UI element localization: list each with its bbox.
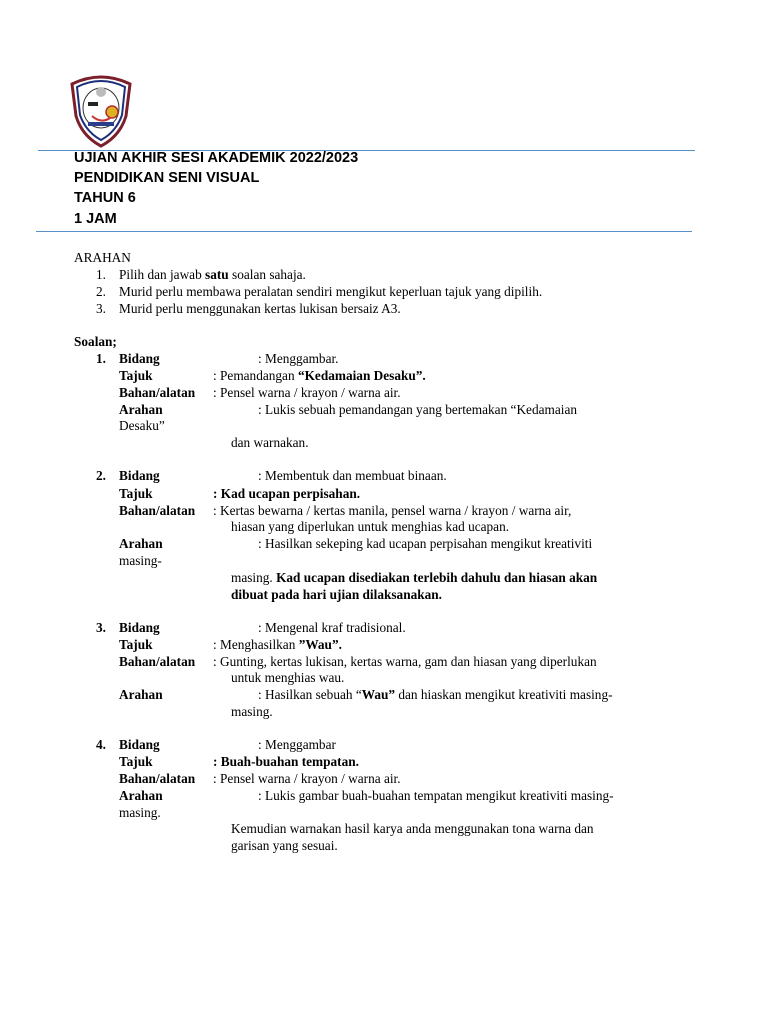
questions-heading: Soalan;	[74, 334, 117, 349]
q2-arahan-line: masing. Kad ucapan disediakan terlebih dahulu dan hiasan akan	[231, 570, 598, 585]
label-arahan: Arahan	[119, 788, 163, 803]
q2-arahan-line: : Hasilkan sekeping kad ucapan perpisahan mengikut kreativiti	[258, 536, 593, 551]
instruction-item: Pilih dan jawab satu soalan sahaja.	[119, 267, 306, 282]
q4-arahan-line: garisan yang sesuai.	[231, 838, 338, 853]
q3-tajuk-value: : Menghasilkan ”Wau”.	[213, 637, 342, 652]
header-bottom-rule	[36, 231, 692, 232]
subject-title: PENDIDIKAN SENI VISUAL	[74, 170, 260, 186]
q1-arahan-line: dan warnakan.	[231, 435, 309, 450]
q4-bidang-value: : Menggambar	[258, 737, 336, 752]
q2-arahan-line: masing-	[119, 553, 162, 568]
instruction-number: 1.	[96, 267, 106, 282]
year-title: TAHUN 6	[74, 190, 136, 206]
duration-title: 1 JAM	[74, 211, 117, 227]
label-tajuk: Tajuk	[119, 637, 153, 652]
exam-title: UJIAN AKHIR SESI AKADEMIK 2022/2023	[74, 150, 359, 166]
q2-bahan-line: hiasan yang diperlukan untuk menghias kad ucapan.	[231, 519, 510, 534]
school-crest-logo	[68, 70, 134, 148]
q1-bidang-value: : Menggambar.	[258, 351, 339, 366]
instruction-item: Murid perlu menggunakan kertas lukisan bersaiz A3.	[119, 301, 401, 316]
label-bahan: Bahan/alatan	[119, 503, 196, 518]
q3-bidang-value: : Mengenal kraf tradisional.	[258, 620, 406, 635]
instructions-heading: ARAHAN	[74, 250, 131, 265]
q3-arahan-line: : Hasilkan sebuah “Wau” dan hiaskan mengikut kreativiti masing-	[258, 687, 613, 702]
question-number: 4.	[96, 737, 106, 752]
q1-tajuk-value: : Pemandangan “Kedamaian Desaku”.	[213, 368, 426, 383]
label-bahan: Bahan/alatan	[119, 771, 196, 786]
label-bahan: Bahan/alatan	[119, 385, 196, 400]
q4-bahan-value: : Pensel warna / krayon / warna air.	[213, 771, 401, 786]
instruction-number: 2.	[96, 284, 106, 299]
label-bidang: Bidang	[119, 351, 160, 366]
q4-arahan-line: : Lukis gambar buah-buahan tempatan mengikut kreativiti masing-	[258, 788, 614, 803]
q1-arahan-line: : Lukis sebuah pemandangan yang bertemakan “Kedamaian	[258, 402, 578, 417]
label-bidang: Bidang	[119, 468, 160, 483]
label-tajuk: Tajuk	[119, 754, 153, 769]
label-arahan: Arahan	[119, 402, 163, 417]
q4-arahan-line: Kemudian warnakan hasil karya anda menggunakan tona warna dan	[231, 821, 594, 836]
instruction-item: Murid perlu membawa peralatan sendiri mengikut keperluan tajuk yang dipilih.	[119, 284, 543, 299]
q2-bahan-line: : Kertas bewarna / kertas manila, pensel warna / krayon / warna air,	[213, 503, 572, 518]
label-arahan: Arahan	[119, 536, 163, 551]
q1-arahan-line: Desaku”	[119, 418, 165, 433]
label-bahan: Bahan/alatan	[119, 654, 196, 669]
q2-tajuk-value: : Kad ucapan perpisahan.	[213, 486, 361, 501]
question-number: 1.	[96, 351, 106, 366]
label-tajuk: Tajuk	[119, 368, 153, 383]
instruction-number: 3.	[96, 301, 106, 316]
label-arahan: Arahan	[119, 687, 163, 702]
q3-bahan-line: untuk menghias wau.	[231, 670, 345, 685]
q4-arahan-line: masing.	[119, 805, 161, 820]
q1-bahan-value: : Pensel warna / krayon / warna air.	[213, 385, 401, 400]
label-bidang: Bidang	[119, 737, 160, 752]
q2-arahan-line: dibuat pada hari ujian dilaksanakan.	[231, 587, 442, 602]
q3-arahan-line: masing.	[231, 704, 273, 719]
question-number: 2.	[96, 468, 106, 483]
q3-bahan-line: : Gunting, kertas lukisan, kertas warna, gam dan hiasan yang diperlukan	[213, 654, 597, 669]
question-number: 3.	[96, 620, 106, 635]
label-tajuk: Tajuk	[119, 486, 153, 501]
q4-tajuk-value: : Buah-buahan tempatan.	[213, 754, 359, 769]
q2-bidang-value: : Membentuk dan membuat binaan.	[258, 468, 447, 483]
label-bidang: Bidang	[119, 620, 160, 635]
